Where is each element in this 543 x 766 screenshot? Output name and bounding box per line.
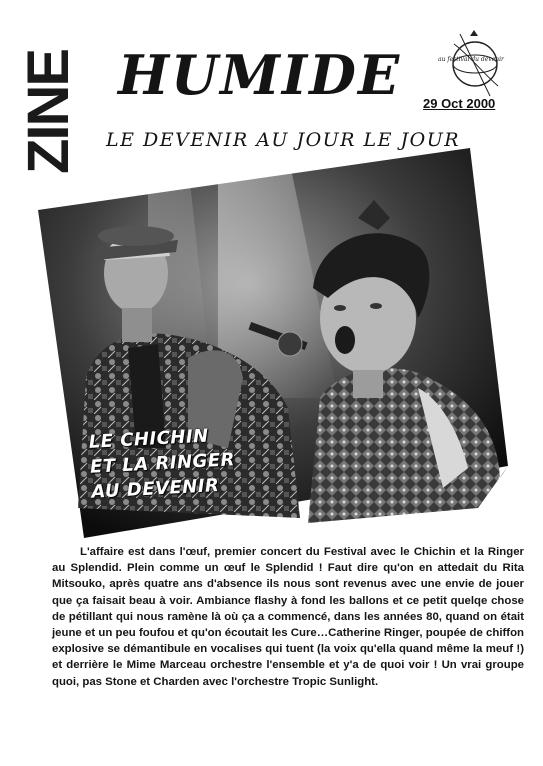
- festival-logo: [440, 26, 510, 106]
- photo-caption: [88, 422, 237, 504]
- article-paragraph: L'affaire est dans l'œuf, premier concert du Festival avec le Chichin et la Ringer au Splendid. Plein comme un œuf le Splendid ! Faut dire qu'on en attedait du Rita Mitsouko, après quatre ans d'absence ils nous sont revenus avec une envie de jouer que ça faisait beau à voir. Ambiance flashy à fond les ballons et ce petit quelqe chose de pétillant qui nous ramène là où ça a commencé, dans les années 80, quand on était jeune et un peu foufou et qu'on écoutait les Cure…Catherine Ringer, poupée de chiffon explosive se démantibule en vocalises qui tuent (la voix qu'ella quand même la meuf !) et derrière le Mime Marceau orchestre l'ensemble et y'a de quoi voir ! Un vrai groupe quoi, pas Stone et Charden avec l'orchestre Tropic Sunlight.: [52, 546, 524, 688]
- photo-caption-line: ET LA RINGER: [89, 449, 236, 478]
- subtitle: LE DEVENIR AU JOUR LE JOUR: [106, 129, 461, 151]
- article-body: [52, 544, 524, 690]
- issue-date: 29 Oct 2000: [423, 96, 496, 111]
- photo-caption-line: LE CHICHIN: [88, 425, 210, 453]
- globe-icon: [440, 26, 510, 106]
- zine-wordmark-text: ZINE: [16, 49, 76, 174]
- festival-logo-text: au festival du devenir: [438, 56, 504, 63]
- masthead-title: HUMIDE: [118, 43, 402, 107]
- photo-caption-line: AU DEVENIR: [90, 475, 220, 503]
